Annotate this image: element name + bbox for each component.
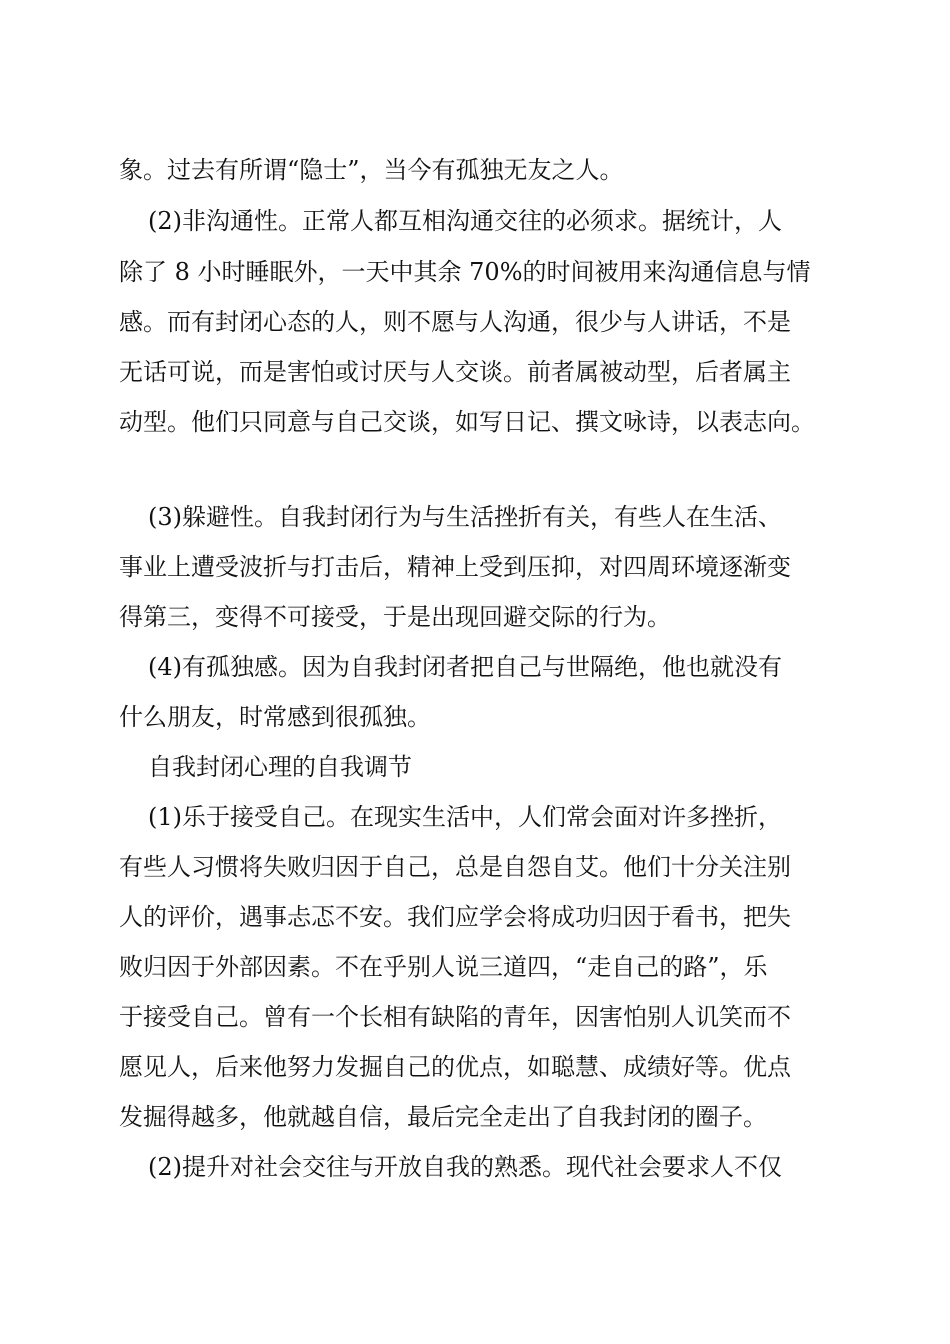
text-line: 愿见人，后来他努力发掘自己的优点，如聪慧、成绩好等。优点 — [119, 1053, 791, 1081]
text-line: 人的评价，遇事忐忑不安。我们应学会将成功归因于看书，把失 — [119, 903, 791, 931]
text-line: 发掘得越多，他就越自信，最后完全走出了自我封闭的圈子。 — [119, 1103, 767, 1131]
text-line: 有些人习惯将失败归因于自己，总是自怨自艾。他们十分关注别 — [119, 853, 791, 881]
text-line: 动型。他们只同意与自己交谈，如写日记、撰文咏诗，以表志向。 — [119, 408, 815, 436]
text-line: (3)躲避性。自我封闭行为与生活挫折有关，有些人在生活、 — [148, 503, 782, 531]
text-line: 无话可说，而是害怕或讨厌与人交谈。前者属被动型，后者属主 — [119, 358, 791, 386]
text-line: 除了 8 小时睡眠外，一天中其余 70%的时间被用来沟通信息与情 — [119, 258, 811, 286]
section-heading: 自我封闭心理的自我调节 — [148, 753, 412, 781]
text-line: 象。过去有所谓“隐士”，当今有孤独无友之人。 — [119, 156, 624, 184]
text-line: 得第三，变得不可接受，于是出现回避交际的行为。 — [119, 603, 671, 631]
text-line: 于接受自己。曾有一个长相有缺陷的青年，因害怕别人讥笑而不 — [119, 1003, 791, 1031]
text-line: (4)有孤独感。因为自我封闭者把自己与世隔绝，他也就没有 — [148, 653, 782, 681]
text-line: 什么朋友，时常感到很孤独。 — [119, 703, 431, 731]
text-line: 败归因于外部因素。不在乎别人说三道四，“走自己的路”，乐 — [119, 953, 768, 981]
text-line: (2)非沟通性。正常人都互相沟通交往的必须求。据统计，人 — [148, 207, 782, 235]
text-line: (1)乐于接受自己。在现实生活中，人们常会面对许多挫折， — [148, 803, 782, 831]
text-line: (2)提升对社会交往与开放自我的熟悉。现代社会要求人不仅 — [148, 1153, 782, 1181]
text-line: 感。而有封闭心态的人，则不愿与人沟通，很少与人讲话，不是 — [119, 308, 791, 336]
text-line: 事业上遭受波折与打击后，精神上受到压抑，对四周环境逐渐变 — [119, 553, 791, 581]
